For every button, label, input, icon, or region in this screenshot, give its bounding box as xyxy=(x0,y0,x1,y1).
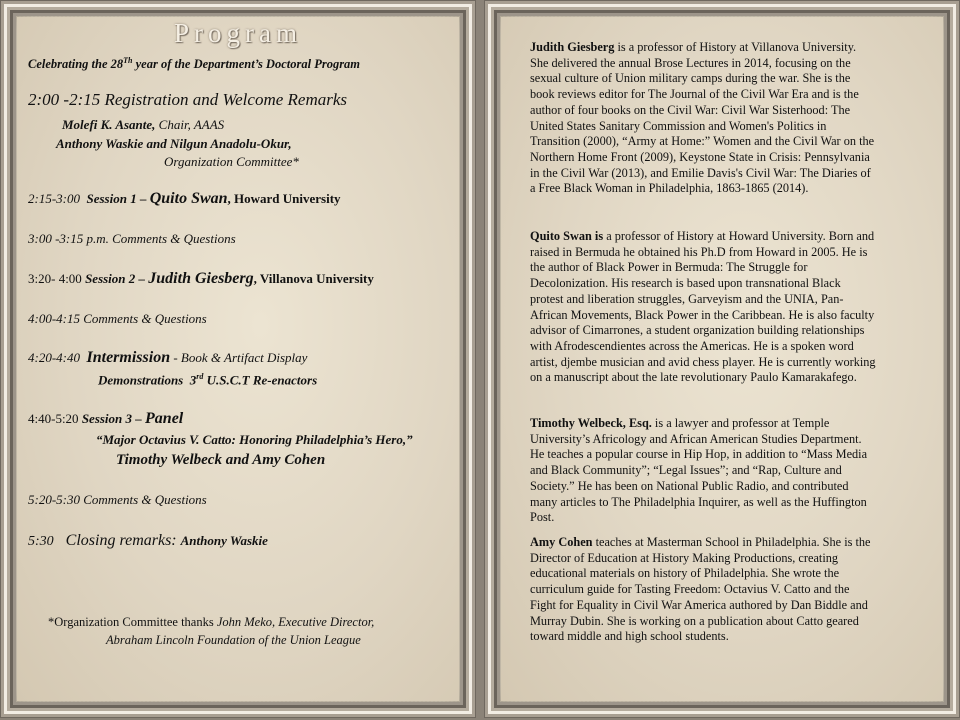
intermission: 4:20-4:40 Intermission - Book & Artifact Display xyxy=(28,349,308,366)
session-3-title: “Major Octavius V. Catto: Honoring Philadelphia’s Hero,” xyxy=(96,432,413,447)
session-3: 4:40-5:20 Session 3 – Panel xyxy=(28,410,184,427)
comments-questions-2: 4:00-4:15 Comments & Questions xyxy=(28,311,207,326)
registration-person-2: Anthony Waskie and Nilgun Anadolu-Okur, xyxy=(56,136,292,151)
session-3-speakers: Timothy Welbeck and Amy Cohen xyxy=(116,452,326,468)
demonstrations: Demonstrations 3rd U.S.C.T Re-enactors xyxy=(98,372,318,388)
program-subtitle: Celebrating the 28Th year of the Department’s Doctoral Program xyxy=(28,56,361,72)
closing-remarks: 5:30 Closing remarks: Anthony Waskie xyxy=(28,532,268,549)
thanks-organization: Abraham Lincoln Foundation of the Union League xyxy=(106,633,361,647)
registration-line: 2:00 -2:15 Registration and Welcome Remarks xyxy=(28,90,348,109)
registration-person-1: Molefi K. Asante, Chair, AAAS xyxy=(62,117,225,132)
bio-amy-cohen: Amy Cohen teaches at Masterman School in Philadelphia. She is the Director of Education at History Making Productions, creating educational materials on history of Philadelphia. She wrote the curriculum guide for Tasting Freedom: Octavius V. Catto and the Fight for Equality in Civil War America authored by Dan Biddle and Murray Dubin. She is working on a publication about Catto geared toward middle and high school students. xyxy=(530,535,871,644)
bio-timothy-welbeck: Timothy Welbeck, Esq. is a lawyer and professor at Temple University’s Africology and African American Studies Department. He teaches a popular course in Hip Hop, in addition to “Mass Media and Black Community”; “Legal Issues”; and “Rap, Culture and Society.” He has been on National Public Radio, and contributed many articles to The Philadelphia Inquirer, as well as the Huffington Post. xyxy=(530,416,868,525)
session-2: 3:20- 4:00 Session 2 – Judith Giesberg, Villanova University xyxy=(28,270,374,287)
organization-committee: Organization Committee* xyxy=(164,154,299,169)
bio-quito-swan: Quito Swan is a professor of History at Howard University. Born and raised in Bermuda he obtained his Ph.D from Howard in 2005. He is the author of Black Power in Bermuda: The Struggle for Decolonization. His research is based upon transnational Black protest and liberation struggles, Garveyism and the UNIA, Pan-African Movements, Black Power in the Caribbean. He is also faculty advisor of Cimarrones, a student organization building relationships with Afrodescendientes across the Americas. He is a spoken word artist, djembe musician and avid chess player. He is currently working on a manuscript about the late revolutionary Paulo Kamarakafego. xyxy=(530,229,876,385)
program-title: Program xyxy=(174,18,302,48)
comments-questions-3: 5:20-5:30 Comments & Questions xyxy=(28,492,207,507)
session-1: 2:15-3:00 Session 1 – Quito Swan, Howard University xyxy=(28,190,341,207)
comments-questions-1: 3:00 -3:15 p.m. Comments & Questions xyxy=(28,231,236,246)
bio-judith-giesberg: Judith Giesberg is a professor of History at Villanova University. She delivered the annual Brose Lectures in 2014, focusing on the sexual culture of Union military camps during the war. She is the book reviews editor for The Journal of the Civil War Era and is the author of four books on the Civil War: Civil War Sisterhood: The United States Sanitary Commission and Women's Politics in Transition (2000), “Army at Home:” Women and the Civil War on the Northern Home Front (2009), Keystone State in Crisis: Pennsylvania in the Civil War (2013), and Emilie Davis's Civil War: The Diaries of a Free Black Woman in Philadelphia, 1863-1865 (2014). xyxy=(530,40,875,196)
thanks-note: *Organization Committee thanks John Meko, Executive Director, xyxy=(48,615,375,629)
